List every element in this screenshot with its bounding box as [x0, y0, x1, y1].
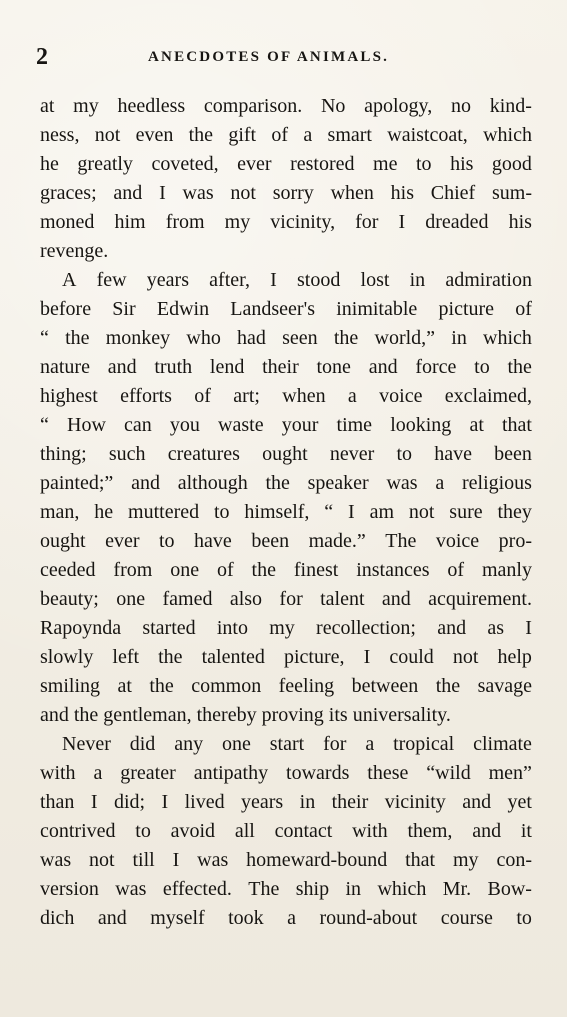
word: beauty;: [40, 588, 99, 610]
word: at: [117, 675, 132, 697]
word: one: [170, 559, 200, 581]
word: although: [177, 472, 248, 494]
word: the: [188, 124, 214, 146]
word: and: [107, 356, 137, 378]
text-line: [40, 759, 532, 788]
word: round-about: [319, 907, 418, 929]
word: which: [483, 124, 532, 146]
word: Rapoynda: [40, 617, 122, 639]
word: efforts: [120, 385, 172, 407]
word: looking: [390, 414, 452, 436]
word: with: [40, 762, 76, 784]
word: picture: [438, 298, 495, 320]
text-line: [40, 382, 532, 411]
word: the: [158, 646, 183, 668]
word: for: [323, 733, 347, 755]
word: The: [385, 530, 417, 552]
word: sorry: [272, 182, 314, 204]
word: I: [348, 501, 355, 523]
word: lend: [209, 356, 245, 378]
word: left: [112, 646, 140, 668]
word: to: [474, 356, 490, 378]
text-line: [40, 788, 532, 817]
word: How: [67, 414, 106, 436]
word: and: [113, 182, 143, 204]
word: nature: [40, 356, 90, 378]
text-line: [40, 266, 532, 295]
text-line: [40, 324, 532, 353]
word: of: [194, 385, 211, 407]
word: no: [450, 95, 471, 117]
word: muttered: [128, 501, 200, 523]
word: I: [270, 269, 277, 291]
word: my: [224, 211, 251, 233]
word: creatures: [167, 443, 240, 465]
word: into: [216, 617, 248, 639]
word: sum-: [491, 182, 532, 204]
word: moned: [40, 211, 95, 233]
word: a: [365, 733, 375, 755]
word: slowly: [40, 646, 94, 668]
word: which: [483, 327, 532, 349]
word: con-: [496, 849, 532, 871]
word: voice: [379, 385, 423, 407]
word: you: [169, 414, 200, 436]
word: to: [135, 820, 151, 842]
word: the: [333, 327, 359, 349]
text-line: [40, 556, 532, 585]
word: Sir: [112, 298, 136, 320]
word: start: [269, 733, 305, 755]
word: was: [182, 182, 214, 204]
word: time: [336, 414, 373, 436]
word: good: [491, 153, 532, 175]
word: their: [331, 791, 369, 813]
word: have: [434, 443, 472, 465]
word: than: [40, 791, 75, 813]
word: himself,: [244, 501, 310, 523]
word: a: [435, 472, 445, 494]
word: at: [40, 95, 55, 117]
word: their: [262, 356, 299, 378]
word: sure: [449, 501, 483, 523]
word: my: [453, 849, 479, 871]
word: and: [368, 356, 398, 378]
word: never: [329, 443, 375, 465]
word: acquirement.: [428, 588, 532, 610]
word: help: [497, 646, 532, 668]
word: a: [287, 907, 297, 929]
text-line: and the gentleman, thereby proving its universality.: [40, 704, 451, 726]
word: till: [132, 849, 155, 871]
page-number: 2: [36, 44, 49, 70]
body-text: [40, 92, 532, 933]
word: manly: [481, 559, 532, 581]
word: lived: [184, 791, 225, 813]
word: I: [161, 791, 169, 813]
word: was: [197, 849, 229, 871]
word: “wild: [426, 762, 471, 784]
word: of: [216, 559, 234, 581]
word: inimitable: [336, 298, 418, 320]
word: greatly: [77, 153, 133, 175]
word: homeward-bound: [246, 849, 388, 871]
word: “: [40, 327, 49, 349]
running-head: [36, 44, 528, 74]
word: started: [142, 617, 196, 639]
word: the: [507, 356, 532, 378]
word: apology,: [364, 95, 433, 117]
word: dreaded: [425, 211, 489, 233]
word: talent: [320, 588, 365, 610]
word: of: [447, 559, 465, 581]
word: few: [96, 269, 127, 291]
word: years: [241, 791, 284, 813]
word: coveted,: [151, 153, 219, 175]
word: the: [435, 675, 461, 697]
word: not: [94, 124, 121, 146]
word: to: [415, 153, 432, 175]
text-line: [40, 295, 532, 324]
word: he: [40, 153, 59, 175]
word: myself: [150, 907, 205, 929]
word: when: [330, 182, 374, 204]
word: exclaimed,: [444, 385, 532, 407]
word: ought: [262, 443, 308, 465]
word: a: [347, 385, 357, 407]
word: he: [94, 501, 114, 523]
word: climate: [473, 733, 532, 755]
word: waste: [218, 414, 264, 436]
word: did;: [113, 791, 146, 813]
text-line: [40, 527, 532, 556]
word: smart: [327, 124, 372, 146]
text-line: [40, 672, 532, 701]
word: smiling: [40, 675, 101, 697]
word: pro-: [498, 530, 532, 552]
word: not: [89, 849, 115, 871]
word: savage: [477, 675, 532, 697]
word: I: [398, 211, 406, 233]
word: one: [221, 733, 251, 755]
word: No: [320, 95, 346, 117]
word: in: [299, 791, 316, 813]
word: me: [373, 153, 398, 175]
word: the: [149, 675, 174, 697]
word: course: [440, 907, 493, 929]
word: speaker: [307, 472, 369, 494]
word: the: [65, 327, 90, 349]
word: with: [352, 820, 388, 842]
word: been: [494, 443, 532, 465]
word: “: [324, 501, 334, 523]
word: took: [228, 907, 264, 929]
word: and: [131, 472, 160, 494]
word: common: [191, 675, 262, 697]
word: art;: [233, 385, 260, 407]
word: him: [114, 211, 146, 233]
word: Edwin: [156, 298, 210, 320]
word: his: [450, 153, 474, 175]
word: voice: [435, 530, 480, 552]
word: such: [108, 443, 146, 465]
text-line: [40, 353, 532, 382]
word: the: [265, 472, 290, 494]
word: ness,: [40, 124, 80, 146]
word: was: [115, 878, 147, 900]
word: between: [351, 675, 419, 697]
text-line: [40, 846, 532, 875]
word: can: [124, 414, 152, 436]
word: graces;: [40, 182, 97, 204]
text-line: [40, 904, 532, 933]
word: restored: [290, 153, 355, 175]
word: not: [230, 182, 256, 204]
word: I: [525, 617, 532, 639]
word: gift: [228, 124, 257, 146]
word: ship: [295, 878, 330, 900]
word: vicinity: [384, 791, 446, 813]
word: greater: [120, 762, 176, 784]
word: your: [281, 414, 319, 436]
word: heedless: [117, 95, 186, 117]
word: to: [158, 530, 175, 552]
word: a: [303, 124, 313, 146]
word: when: [282, 385, 326, 407]
word: who: [186, 327, 221, 349]
word: seen: [282, 327, 318, 349]
word: from: [113, 559, 153, 581]
text-line: [40, 730, 532, 759]
word: my: [269, 617, 295, 639]
word: have: [194, 530, 232, 552]
text-line: [40, 585, 532, 614]
word: the: [251, 559, 276, 581]
word: as: [487, 617, 505, 639]
word: world,”: [374, 327, 436, 349]
word: yet: [507, 791, 532, 813]
text-line: [40, 817, 532, 846]
text-line: [40, 150, 532, 179]
word: highest: [40, 385, 98, 407]
word: to: [516, 907, 532, 929]
word: these: [367, 762, 409, 784]
word: A: [62, 269, 77, 291]
word: years: [146, 269, 189, 291]
word: lost: [360, 269, 390, 291]
word: and: [472, 820, 502, 842]
word: men”: [488, 762, 532, 784]
word: version: [40, 878, 99, 900]
word: I: [159, 182, 166, 204]
word: all: [234, 820, 255, 842]
word: famed: [162, 588, 213, 610]
word: made.”: [308, 530, 366, 552]
text-line: [40, 208, 532, 237]
word: them,: [407, 820, 453, 842]
word: they: [497, 501, 532, 523]
word: religious: [461, 472, 532, 494]
word: force: [415, 356, 457, 378]
word: and: [97, 907, 127, 929]
word: did: [129, 733, 156, 755]
word: vicinity,: [270, 211, 336, 233]
word: not: [408, 501, 435, 523]
word: truth: [154, 356, 193, 378]
word: a: [93, 762, 103, 784]
word: contrived: [40, 820, 116, 842]
word: comparison.: [203, 95, 303, 117]
word: towards: [286, 762, 350, 784]
word: to: [214, 501, 230, 523]
word: had: [237, 327, 266, 349]
word: his: [508, 211, 532, 233]
text-line: [40, 498, 532, 527]
text-line: [40, 469, 532, 498]
word: could: [389, 646, 434, 668]
word: in: [409, 269, 426, 291]
word: waistcoat,: [387, 124, 468, 146]
running-title: ANECDOTES OF ANIMALS.: [148, 49, 390, 65]
word: feeling: [278, 675, 335, 697]
word: his: [390, 182, 415, 204]
word: ever: [105, 530, 140, 552]
word: painted;”: [40, 472, 114, 494]
word: not: [452, 646, 479, 668]
word: Never: [62, 733, 111, 755]
word: that: [502, 414, 532, 436]
word: which: [377, 878, 427, 900]
word: and: [437, 617, 467, 639]
word: tropical: [393, 733, 455, 755]
word: and: [381, 588, 411, 610]
word: tone: [316, 356, 351, 378]
word: picture,: [284, 646, 345, 668]
word: recollection;: [316, 617, 416, 639]
word: “: [40, 414, 49, 436]
word: am: [369, 501, 394, 523]
text-line: [40, 92, 532, 121]
word: The: [248, 878, 280, 900]
word: before: [40, 298, 92, 320]
word: I: [363, 646, 371, 668]
word: was: [386, 472, 418, 494]
word: from: [165, 211, 205, 233]
text-line: [40, 121, 532, 150]
word: contact: [274, 820, 333, 842]
word: man,: [40, 501, 80, 523]
word: instances: [356, 559, 430, 581]
word: after,: [209, 269, 250, 291]
word: monkey: [105, 327, 171, 349]
word: ought: [40, 530, 86, 552]
word: antipathy: [193, 762, 269, 784]
word: of: [515, 298, 532, 320]
text-line: [40, 440, 532, 469]
word: ever: [237, 153, 272, 175]
text-line: [40, 643, 532, 672]
word: kind-: [489, 95, 532, 117]
word: talented: [201, 646, 265, 668]
text-line: [40, 875, 532, 904]
word: admiration: [445, 269, 532, 291]
word: been: [251, 530, 290, 552]
text-line: [40, 179, 532, 208]
word: thing;: [40, 443, 87, 465]
word: in: [451, 327, 467, 349]
word: I: [172, 849, 180, 871]
word: Chief: [430, 182, 476, 204]
word: even: [135, 124, 174, 146]
word: my: [73, 95, 99, 117]
text-line: revenge.: [40, 240, 109, 262]
word: it: [520, 820, 532, 842]
word: one: [116, 588, 146, 610]
word: at: [469, 414, 484, 436]
word: and: [462, 791, 492, 813]
word: Bow-: [487, 878, 532, 900]
word: Landseer's: [230, 298, 315, 320]
word: stood: [297, 269, 341, 291]
word: Mr.: [442, 878, 472, 900]
word: was: [40, 849, 72, 871]
word: dich: [40, 907, 75, 929]
text-line: [40, 614, 532, 643]
word: of: [271, 124, 289, 146]
word: that: [405, 849, 436, 871]
word: finest: [293, 559, 339, 581]
text-line: [40, 411, 532, 440]
word: in: [345, 878, 362, 900]
word: for: [355, 211, 379, 233]
word: I: [90, 791, 98, 813]
word: for: [279, 588, 303, 610]
word: effected.: [162, 878, 232, 900]
word: ceeded: [40, 559, 96, 581]
word: also: [229, 588, 263, 610]
word: any: [174, 733, 204, 755]
word: avoid: [170, 820, 216, 842]
word: to: [396, 443, 412, 465]
